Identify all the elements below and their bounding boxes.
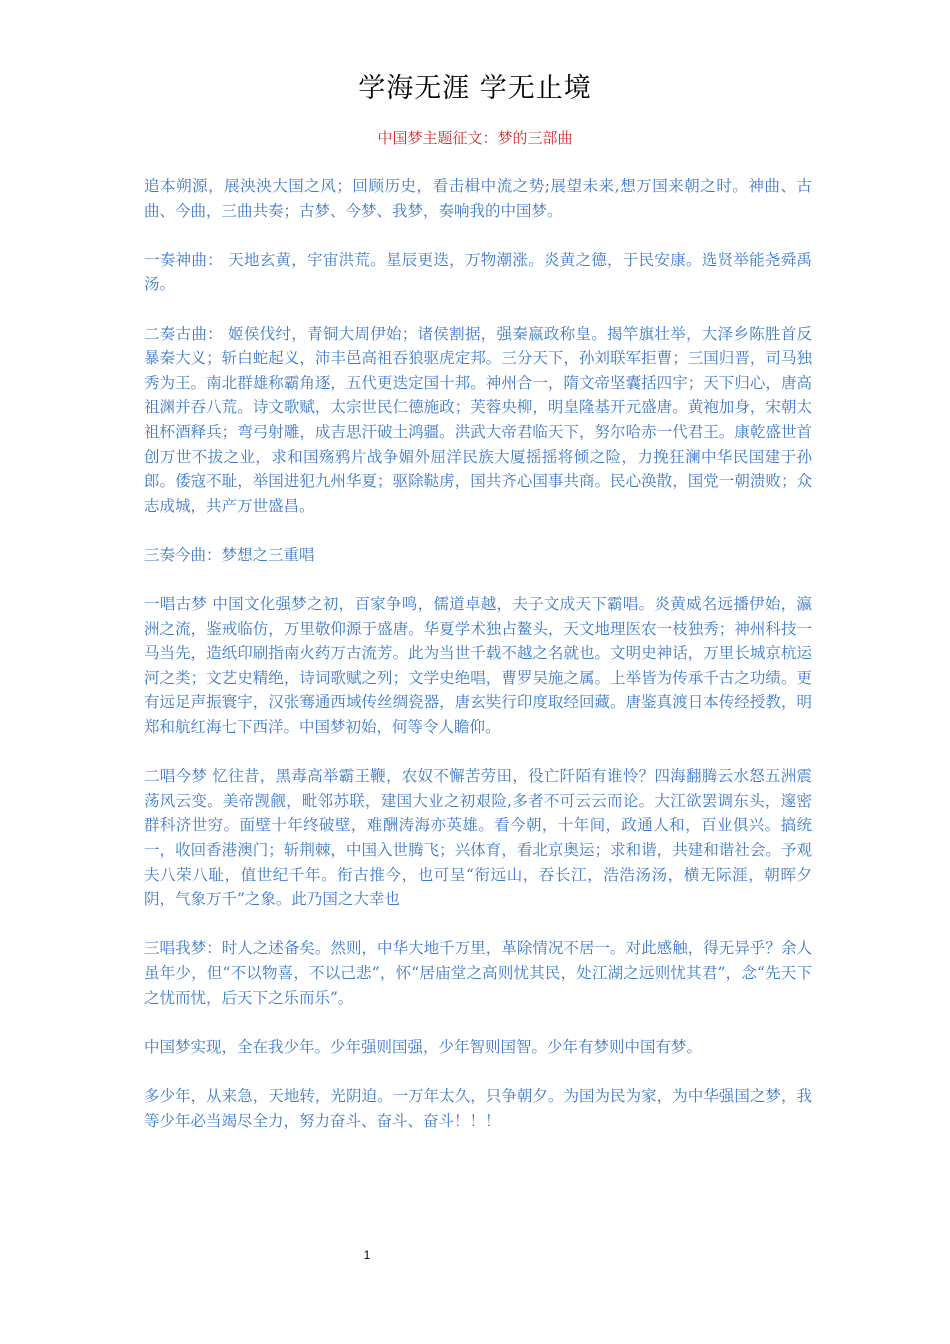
essay-title: 中国梦主题征文：梦的三部曲 bbox=[377, 129, 573, 147]
paragraph-intro: 追本朔源，展泱泱大国之风；回顾历史，看击楫中流之势;展望未来,想万国来朝之时。神曲、古曲、今曲，三曲共奏；古梦、今梦、我梦，奏响我的中国梦。 bbox=[144, 177, 812, 220]
paragraph-modern-song-heading: 三奏今曲：梦想之三重唱 bbox=[144, 545, 315, 564]
paragraph-my-dream: 三唱我梦：时人之述备矣。然则，中华大地千万里，革除情况不居一。对此感触，得无异乎？余人虽年少，但“不以物喜，不以己悲”，怀“居庙堂之高则忧其民，处江湖之远则忧其君”，念“先天下之忧而忧，后天下之乐而乐”。 bbox=[144, 939, 812, 1007]
essay-body bbox=[144, 174, 812, 1158]
paragraph-ancient-dream: 一唱古梦 中国文化强梦之初，百家争鸣，儒道卓越，夫子文成天下霸唱。炎黄威名远播伊始，瀛洲之流，鉴戒临仿，万里敬仰源于盛唐。华夏学术独占鳌头，天文地理医农一枝独秀；神州科技一马当先，造纸印刷指南火药万古流芳。此为当世千载不越之名就也。文明史神话，万里长城京杭运河之类；文艺史精绝，诗词歌赋之列；文学史绝唱，曹罗吴施之属。上举皆为传承千古之功绩。更有远足声振寰宇，汉张骞通西域传丝绸瓷器，唐玄奘行印度取经回藏。唐鉴真渡日本传经授教，明郑和航红海七下西洋。中国梦初始，何等令人瞻仰。 bbox=[144, 595, 812, 737]
paragraph-dream-realization: 中国梦实现，全在我少年。少年强则国强，少年智则国智。少年有梦则中国有梦。 bbox=[144, 1037, 703, 1056]
paragraph-divine-song: 一奏神曲： 天地玄黄，宇宙洪荒。星辰更迭，万物潮涨。炎黄之德，于民安康。选贤举能尧舜禹汤。 bbox=[144, 250, 812, 294]
page-header-title: 学海无涯 学无止境 bbox=[358, 73, 592, 104]
paragraph-conclusion: 多少年，从来急，天地转，光阴迫。一万年太久，只争朝夕。为国为民为家，为中华强国之梦，我等少年必当竭尽全力，努力奋斗、奋斗、奋斗！！！ bbox=[144, 1086, 812, 1130]
page-number: 1 bbox=[363, 1248, 371, 1262]
paragraph-ancient-song: 二奏古曲： 姬侯伐纣，青铜大周伊始；诸侯割据，强秦嬴政称皇。揭竿旗壮举，大泽乡陈胜首反暴秦大义；斩白蛇起义，沛丰邑高祖吞狼驱虎定邦。三分天下，孙刘联军拒曹；三国归晋，司马独秀为王。南北群雄称霸角逐，五代更迭定国十邦。神州合一，隋文帝坚囊括四宇；天下归心，唐高祖渊并吞八荒。诗文歌赋，太宗世民仁德施政；芙蓉央柳，明皇隆基开元盛唐。黄袍加身，宋朝太祖杯酒释兵；弯弓射雕，成吉思汗破土鸿疆。洪武大帝君临天下，努尔哈赤一代君王。康乾盛世首创万世不拔之业，求和国殇鸦片战争媚外屈洋民族大厦摇摇将倾之险，力挽狂澜中华民国建于孙郎。倭寇不耻，举国进犯九州华夏；驱除鞑虏，国共齐心国事共商。民心涣散，国党一朝溃败；众志成城，共产万世盛昌。 bbox=[144, 324, 812, 515]
paragraph-present-dream: 二唱今梦 忆往昔，黑毒高举霸王鞭，农奴不懈苦劳田，役亡阡陌有谁怜？四海翻腾云水怒五洲震荡风云变。美帝觊觎，毗邻苏联，建国大业之初艰险,多者不可云云而论。大江欲罢调东头，邃密群科济世穷。面壁十年终破壁，难酬涛海亦英雄。看今朝，十年间，政通人和，百业俱兴。搞统一，收回香港澳门；斩荆棘，中国入世腾飞；兴体育，看北京奥运；求和谐，共建和谐社会。予观夫八荣八耻，值世纪千年。衔古推今，也可呈“衔远山，吞长江，浩浩汤汤，横无际涯，朝晖夕阴，气象万千”之象。此乃国之大幸也 bbox=[144, 767, 812, 909]
